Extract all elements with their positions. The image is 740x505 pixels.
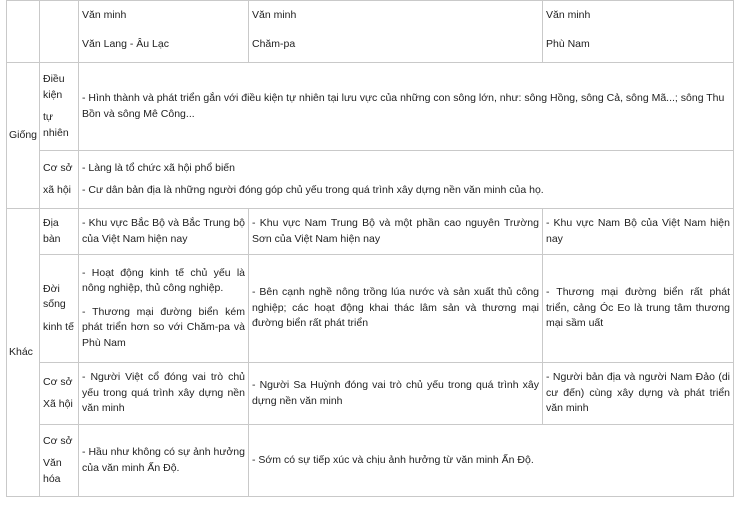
row-label-dia-ban-2: bàn	[43, 232, 61, 245]
row-label-dieu-kien-3: tự	[43, 111, 53, 123]
header-champa	[249, 1, 543, 63]
cell-co-so-text-1: - Làng là tổ chức xã hội phổ biến	[82, 161, 235, 174]
header-champa-line2: Chăm-pa	[252, 37, 296, 50]
row-label-van-hoa-1: Cơ sở	[43, 434, 73, 447]
row-dieu-kien-tu-nhien	[7, 63, 734, 151]
header-phunam-line2: Phù Nam	[546, 37, 590, 50]
row-co-so-xa-hoi-khac	[7, 363, 734, 425]
row-co-so-xa-hoi	[7, 151, 734, 209]
row-label-dieu-kien-4: nhiên	[43, 126, 69, 139]
comparison-table	[6, 0, 734, 497]
cell-co-so-text-2: - Cư dân bản địa là những người đóng góp chủ yếu trong quá trình xây dựng nền văn minh của họ.	[82, 184, 544, 196]
row-label-van-hoa-2: Văn	[43, 457, 62, 470]
cell-van-hoa-vanlang: - Hầu như không có sự ảnh hưởng của văn minh Ấn Độ.	[79, 425, 249, 497]
row-label-kinh-te-2: sống	[43, 298, 66, 311]
cell-xa-hoi-phunam: - Người bản địa và người Nam Đảo (di cư đến) cùng xây dựng và phát triển văn minh	[543, 363, 734, 425]
header-empty-1	[7, 1, 40, 63]
row-co-so-van-hoa	[7, 425, 734, 497]
cell-kinh-te-phunam: - Thương mại đường biển rất phát triển, cảng Óc Eo là trung tâm thương mại sầm uất	[543, 255, 734, 363]
cell-dia-ban-champa: - Khu vực Nam Trung Bộ và một phần cao nguyên Trường Sơn của Việt Nam hiện nay	[249, 209, 543, 255]
row-label-kinh-te-1: Đời	[43, 282, 60, 295]
header-vanlang-line2: Văn Lang - Âu Lạc	[82, 37, 169, 50]
row-label-van-hoa	[40, 425, 79, 497]
row-label-dia-ban	[40, 209, 79, 255]
cell-dia-ban-phunam: - Khu vực Nam Bộ của Việt Nam hiện nay	[543, 209, 734, 255]
header-champa-line1: Văn minh	[252, 9, 297, 21]
cell-kinh-te-vanlang	[79, 255, 249, 363]
row-label-co-so-1: Cơ sở	[43, 161, 73, 174]
group-label-giong: Giống	[7, 63, 40, 209]
row-label-dia-ban-1: Địa	[43, 217, 59, 229]
cell-dieu-kien-text: - Hình thành và phát triển gắn với điều kiện tự nhiên tại lưu vực của những con sông lớn, như: sông Hồng, sông Cả, sông Mã...; sông Thu Bồn và sông Mê Công...	[79, 63, 734, 151]
cell-co-so-text	[79, 151, 734, 209]
row-label-van-hoa-3: hóa	[43, 472, 61, 485]
header-phunam-line1: Văn minh	[546, 9, 591, 21]
row-label-xa-hoi-1: Cơ sở	[43, 375, 73, 388]
cell-xa-hoi-vanlang: - Người Việt cổ đóng vai trò chủ yếu trong quá trình xây dựng nền văn minh	[79, 363, 249, 425]
row-label-co-so-2: xã hội	[43, 184, 72, 196]
cell-dia-ban-vanlang: - Khu vực Bắc Bộ và Bắc Trung bộ của Việt Nam hiện nay	[79, 209, 249, 255]
cell-xa-hoi-champa: - Người Sa Huỳnh đóng vai trò chủ yếu trong quá trình xây dựng nền văn minh	[249, 363, 543, 425]
row-label-dieu-kien-1: Điều	[43, 73, 65, 85]
header-empty-2	[40, 1, 79, 63]
row-label-kinh-te	[40, 255, 79, 363]
cell-kinh-te-vanlang-2: - Thương mại đường biển kém phát triển hơn so với Chăm-pa và Phù Nam	[82, 305, 245, 349]
header-phunam	[543, 1, 734, 63]
row-label-co-so	[40, 151, 79, 209]
cell-van-hoa-champa-phunam: - Sớm có sự tiếp xúc và chịu ảnh hưởng từ văn minh Ấn Độ.	[249, 425, 734, 497]
row-label-dieu-kien	[40, 63, 79, 151]
cell-kinh-te-champa: - Bên cạnh nghề nông trồng lúa nước và sản xuất thủ công nghiệp; các hoạt động khai thác lâm sản và thương mại đường biển rất phát triển	[249, 255, 543, 363]
row-label-xa-hoi	[40, 363, 79, 425]
group-label-khac: Khác	[7, 209, 40, 497]
header-vanlang-line1: Văn minh	[82, 9, 127, 21]
header-vanlang	[79, 1, 249, 63]
header-row	[7, 1, 734, 63]
row-label-kinh-te-3: kinh tế	[43, 320, 74, 333]
row-doi-song-kinh-te	[7, 255, 734, 363]
row-dia-ban	[7, 209, 734, 255]
cell-kinh-te-vanlang-1: - Hoạt động kinh tế chủ yếu là nông nghiệp, thủ công nghiệp.	[82, 266, 245, 295]
row-label-dieu-kien-2: kiện	[43, 88, 63, 101]
row-label-xa-hoi-2: Xã hội	[43, 398, 73, 410]
